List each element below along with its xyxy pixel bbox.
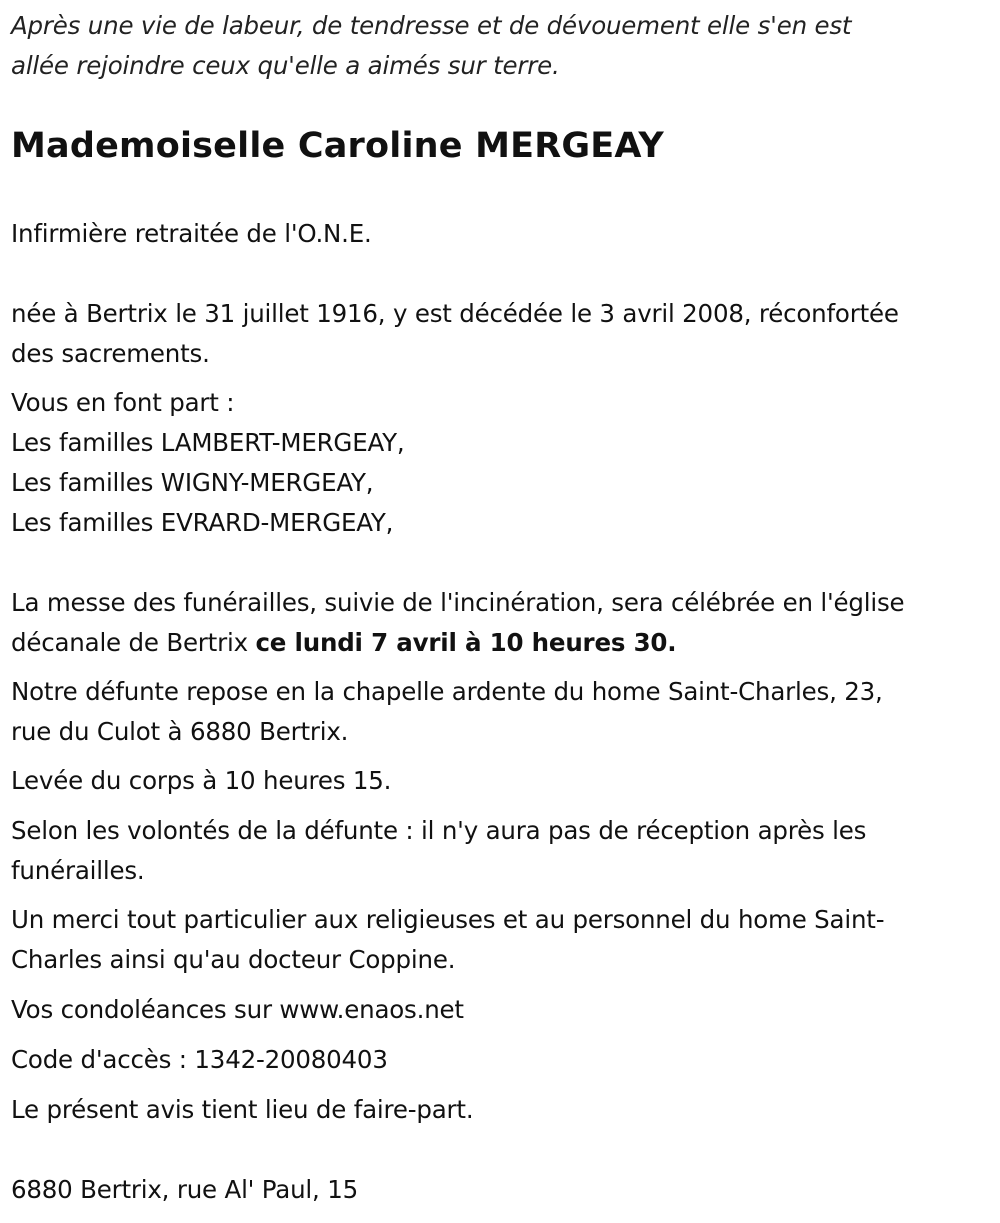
thanks-line-1: Un merci tout particulier aux religieuses et au personnel du home Saint- xyxy=(11,905,885,934)
condolences: Vos condoléances sur www.enaos.net xyxy=(11,995,464,1024)
birth-line-1: née à Bertrix le 31 juillet 1916, y est décédée le 3 avril 2008, réconfortée xyxy=(11,299,899,328)
mass-date-time: ce lundi 7 avril à 10 heures 30. xyxy=(255,628,677,657)
family-line: Les familles WIGNY-MERGEAY, xyxy=(11,468,374,497)
mass-line-1: La messe des funérailles, suivie de l'incinération, sera célébrée en l'église xyxy=(11,588,905,617)
intro-line-1: Après une vie de labeur, de tendresse et de dévouement elle s'en est xyxy=(11,11,852,40)
intro-line-2: allée rejoindre ceux qu'elle a aimés sur terre. xyxy=(11,51,560,80)
mass-line-2 xyxy=(11,623,676,663)
family-line: Les familles LAMBERT-MERGEAY, xyxy=(11,428,405,457)
wishes-line-2: funérailles. xyxy=(11,856,145,885)
birth-line-2: des sacrements. xyxy=(11,339,210,368)
address: 6880 Bertrix, rue Al' Paul, 15 xyxy=(11,1175,358,1204)
notice: Le présent avis tient lieu de faire-part. xyxy=(11,1095,474,1124)
family-line: Les familles EVRARD-MERGEAY, xyxy=(11,508,394,537)
levee: Levée du corps à 10 heures 15. xyxy=(11,766,392,795)
chapel-line-1: Notre défunte repose en la chapelle ardente du home Saint-Charles, 23, xyxy=(11,677,883,706)
chapel-line-2: rue du Culot à 6880 Bertrix. xyxy=(11,717,349,746)
announcers-intro: Vous en font part : xyxy=(11,388,235,417)
profession: Infirmière retraitée de l'O.N.E. xyxy=(11,219,372,248)
thanks-line-2: Charles ainsi qu'au docteur Coppine. xyxy=(11,945,456,974)
wishes-line-1: Selon les volontés de la défunte : il n'y aura pas de réception après les xyxy=(11,816,867,845)
mass-location: décanale de Bertrix xyxy=(11,628,256,657)
access-code: Code d'accès : 1342-20080403 xyxy=(11,1045,388,1074)
deceased-name-title: Mademoiselle Caroline MERGEAY xyxy=(11,126,664,166)
